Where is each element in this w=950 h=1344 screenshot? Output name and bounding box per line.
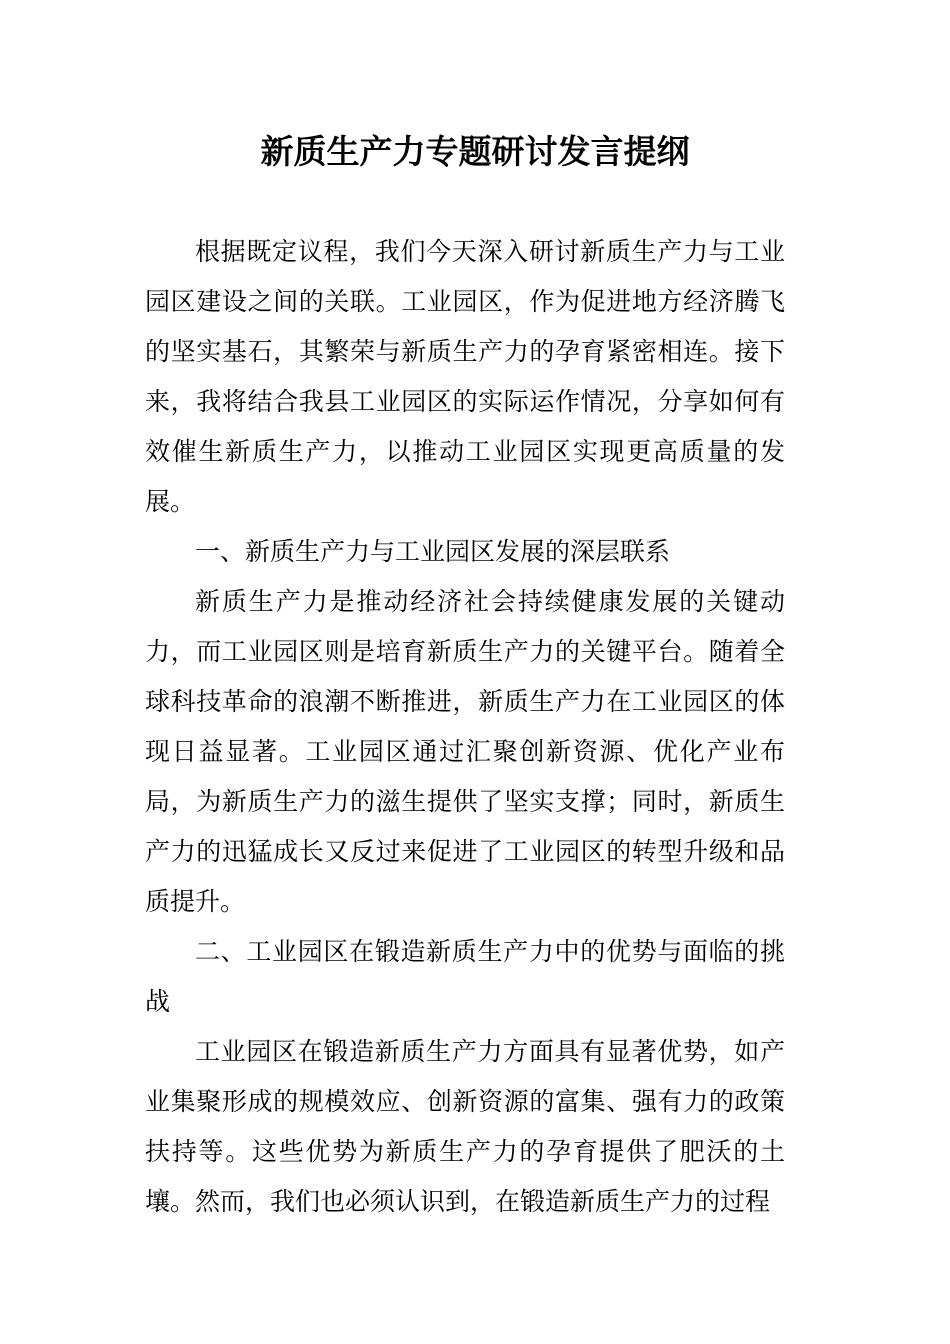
document-title: 新质生产力专题研讨发言提纲 (260, 132, 690, 171)
paragraph-section-2: 工业园区在锻造新质生产力方面具有显著优势，如产业集聚形成的规模效应、创新资源的富集、强有力的政策扶持等。这些优势为新质生产力的孕育提供了肥沃的土壤。然而，我们也必须认识到，在锻造新质生产力的过程 (145, 1037, 785, 1216)
document-body (145, 227, 785, 1227)
section-heading-2: 二、工业园区在锻造新质生产力中的优势与面临的挑战 (145, 937, 785, 1016)
section-heading-1: 一、新质生产力与工业园区发展的深层联系 (195, 537, 671, 566)
paragraph-intro: 根据既定议程，我们今天深入研讨新质生产力与工业园区建设之间的关联。工业园区，作为促进地方经济腾飞的坚实基石，其繁荣与新质生产力的孕育紧密相连。接下来，我将结合我县工业园区的实际运作情况，分享如何有效催生新质生产力，以推动工业园区实现更高质量的发展。 (145, 237, 785, 516)
paragraph-section-1: 新质生产力是推动经济社会持续健康发展的关键动力，而工业园区则是培育新质生产力的关键平台。随着全球科技革命的浪潮不断推进，新质生产力在工业园区的体现日益显著。工业园区通过汇聚创新资源、优化产业布局，为新质生产力的滋生提供了坚实支撑；同时，新质生产力的迅猛成长又反过来促进了工业园区的转型升级和品质提升。 (145, 587, 785, 916)
